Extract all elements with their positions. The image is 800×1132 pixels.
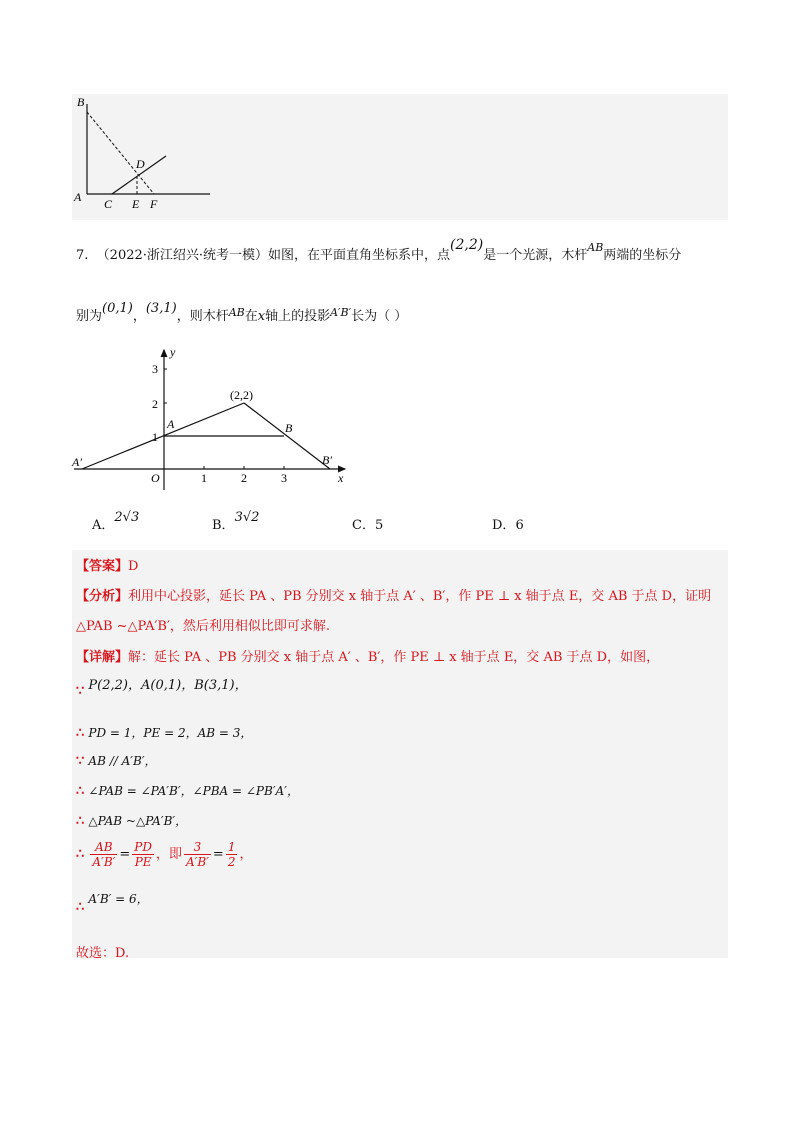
because-symbol: ∵ (76, 754, 85, 769)
conclusion-line (76, 942, 129, 961)
detail-step-6 (76, 840, 252, 869)
equals-sign: = (119, 847, 131, 862)
label-E: E (132, 197, 140, 211)
label-F: F (150, 197, 158, 211)
origin-label: O (151, 471, 160, 485)
question-source: （2022·浙江绍兴·统考一模） (96, 248, 269, 263)
detail-step-text: △PAB ~△PA′B′， (88, 814, 188, 828)
coord-a: (0,1) (102, 301, 133, 316)
analysis-text: △PAB ~△PA′B′，然后利用相似比即可求解. (76, 619, 331, 634)
detail-step-7 (76, 892, 149, 915)
question-number: 7. (76, 248, 89, 263)
detail-line-1 (76, 646, 659, 665)
option-value: 5 (374, 518, 384, 533)
y-axis-label: y (170, 345, 176, 359)
question-text: 两端的坐标分 (603, 248, 682, 263)
because-symbol: ∵ (76, 684, 85, 699)
point-A-label: A (167, 417, 175, 431)
coord-b: (3,1) (145, 301, 177, 316)
therefore-symbol: ∴ (76, 847, 85, 862)
analysis-line-1 (76, 585, 711, 604)
question-text: 在 (244, 309, 258, 324)
solution-panel (72, 550, 728, 958)
therefore-symbol: ∴ (76, 726, 85, 741)
detail-step-text: ，即 (155, 847, 182, 862)
fraction-numerator: 1 (227, 840, 236, 854)
question-text: ，则木杆 (176, 309, 229, 324)
fraction-numerator: AB (90, 840, 117, 855)
question-text: 轴上的投影 (265, 309, 331, 324)
light-source-label: (2,2) (230, 388, 253, 402)
option-letter: D． (492, 518, 516, 533)
fraction-1-over-2 (226, 840, 238, 869)
detail-step-text: AB // A′B′， (88, 754, 157, 768)
analysis-line-2 (76, 615, 330, 634)
detail-step-2 (76, 724, 252, 741)
y-tick-label: 3 (152, 362, 158, 376)
fraction-3-over-apbp (184, 840, 211, 869)
question-text: 长为（ ） (351, 309, 408, 324)
therefore-symbol: ∴ (76, 900, 85, 915)
option-value: 3√2 (234, 510, 260, 525)
option-b[interactable] (212, 510, 260, 533)
figure2-coordinate-plane (60, 340, 360, 500)
detail-tag: 【详解】 (76, 650, 129, 665)
rod-label: AB (587, 241, 604, 254)
option-value: 6 (515, 518, 524, 533)
option-d[interactable] (492, 514, 524, 533)
option-letter: B． (212, 518, 235, 533)
analysis-text: 利用中心投影，延长 PA 、PB 分别交 x 轴于点 A′ 、B′，作 PE ⊥ x 轴于点 E，交 AB 于点 D，证明 (128, 589, 712, 604)
fraction-denominator: 2 (227, 855, 236, 869)
rod-label: AB (228, 306, 245, 319)
answer-value: D (128, 559, 139, 574)
y-tick-label: 1 (152, 430, 158, 444)
detail-step-text: A′B′ = 6， (88, 892, 149, 906)
detail-step-1 (76, 680, 248, 699)
option-c[interactable] (352, 514, 383, 533)
detail-step-text: ， (239, 847, 253, 862)
fraction-denominator: PE (134, 855, 152, 869)
detail-step-text: P(2,2)，A(0,1)，B(3,1)， (88, 678, 248, 693)
detail-step-4 (76, 782, 299, 799)
answer-tag: 【答案】 (76, 559, 129, 574)
fraction-numerator: PD (134, 840, 152, 854)
fraction-pd-over-pe (132, 840, 154, 869)
question-text: ， (132, 309, 146, 324)
projection-label: A′B′ (330, 306, 352, 319)
conclusion-text: 故选：D. (76, 946, 130, 961)
point-B-label: B (285, 421, 293, 435)
point-A-prime-label: A′ (72, 455, 82, 469)
x-tick-label: 1 (201, 471, 207, 485)
fraction-denominator: A′B′ (92, 855, 116, 869)
option-letter: C． (352, 518, 375, 533)
question-text: 如图，在平面直角坐标系中，点 (268, 248, 451, 263)
option-a[interactable] (92, 510, 140, 533)
detail-step-text: ∠PAB = ∠PA′B′，∠PBA = ∠PB′A′， (88, 784, 299, 798)
question-text: 是一个光源，木杆 (483, 248, 588, 263)
question-line-1 (76, 237, 682, 263)
y-tick-label: 2 (152, 397, 158, 411)
fraction-ab-over-apbp (90, 840, 117, 869)
label-A: A (74, 190, 82, 204)
detail-step-text: PD = 1，PE = 2，AB = 3， (88, 726, 253, 740)
point-B-prime-label: B′ (322, 453, 332, 467)
detail-step-3 (76, 752, 157, 769)
question-line-2 (76, 301, 408, 324)
option-letter: A． (92, 518, 115, 533)
label-B: B (77, 95, 85, 109)
label-C: C (104, 197, 113, 211)
figure1 (72, 94, 232, 214)
answer-line (76, 555, 138, 574)
fraction-denominator: A′B′ (185, 855, 209, 869)
light-point: (2,2) (450, 237, 484, 253)
label-D: D (136, 157, 145, 171)
detail-step-5 (76, 812, 187, 829)
x-tick-label: 2 (241, 471, 247, 485)
fraction-numerator: 3 (184, 840, 211, 855)
therefore-symbol: ∴ (76, 784, 85, 799)
therefore-symbol: ∴ (76, 814, 85, 829)
option-value: 2√3 (114, 510, 140, 525)
x-axis-label: x (338, 471, 344, 485)
x-tick-label: 3 (281, 471, 287, 485)
dashed-BF (87, 112, 154, 194)
x-variable: x (257, 309, 266, 324)
detail-text: 解：延长 PA 、PB 分别交 x 轴于点 A′ 、B′，作 PE ⊥ x 轴于点 E，交 AB 于点 D，如图， (128, 650, 660, 665)
question-text: 别为 (76, 309, 103, 324)
analysis-tag: 【分析】 (76, 589, 129, 604)
equals-sign: = (212, 847, 224, 862)
